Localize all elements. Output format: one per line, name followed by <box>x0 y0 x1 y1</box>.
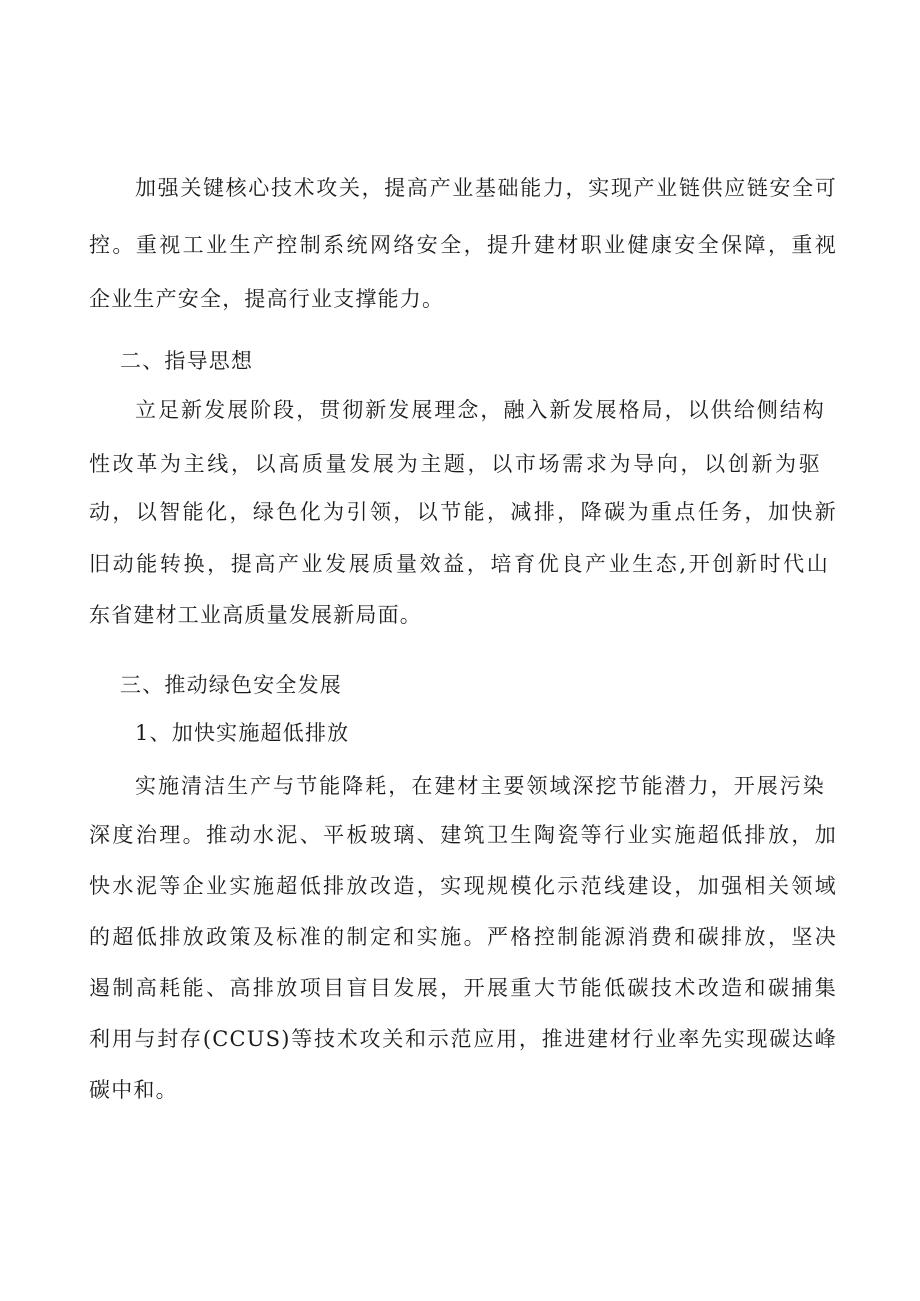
section-2-line: 旧动能转换，提高产业发展质量效益，培育优良产业生态,开创新时代山 <box>89 552 829 576</box>
section-2-line: 动，以智能化，绿色化为引领，以节能，减排，降碳为重点任务，加快新 <box>89 500 837 524</box>
section-3-heading: 三、推动绿色安全发展 <box>120 673 342 697</box>
intro-paragraph-line: 加强关键核心技术攻关，提高产业基础能力，实现产业链供应链安全可 <box>135 176 837 200</box>
section-3-line: 利用与封存(CCUS)等技术攻关和示范应用，推进建材行业率先实现碳达峰 <box>89 1027 837 1051</box>
section-3-line: 快水泥等企业实施超低排放改造，实现规模化示范线建设，加强相关领域 <box>89 874 837 898</box>
section-2-line: 东省建材工业高质量发展新局面。 <box>89 603 422 627</box>
intro-paragraph-line: 企业生产安全，提高行业支撑能力。 <box>89 287 445 311</box>
section-2-heading: 二、指导思想 <box>120 349 254 373</box>
section-2-line: 立足新发展阶段，贯彻新发展理念，融入新发展格局，以供给侧结构 <box>135 398 825 422</box>
section-2-line: 性改革为主线，以高质量发展为主题，以市场需求为导向，以创新为驱 <box>89 452 821 476</box>
section-3-line: 的超低排放政策及标准的制定和实施。严格控制能源消费和碳排放，坚决 <box>89 925 837 949</box>
section-3-line: 深度治理。推动水泥、平板玻璃、建筑卫生陶瓷等行业实施超低排放，加 <box>89 823 837 847</box>
section-3-line: 碳中和。 <box>89 1078 178 1102</box>
section-3-line: 遏制高耗能、高排放项目盲目发展，开展重大节能低碳技术改造和碳捕集 <box>89 976 837 1000</box>
section-3-line: 实施清洁生产与节能降耗，在建材主要领域深挖节能潜力，开展污染 <box>135 774 825 798</box>
section-3-subheading: 1、加快实施超低排放 <box>135 721 350 745</box>
intro-paragraph-line: 控。重视工业生产控制系统网络安全，提升建材职业健康安全保障，重视 <box>89 233 837 257</box>
